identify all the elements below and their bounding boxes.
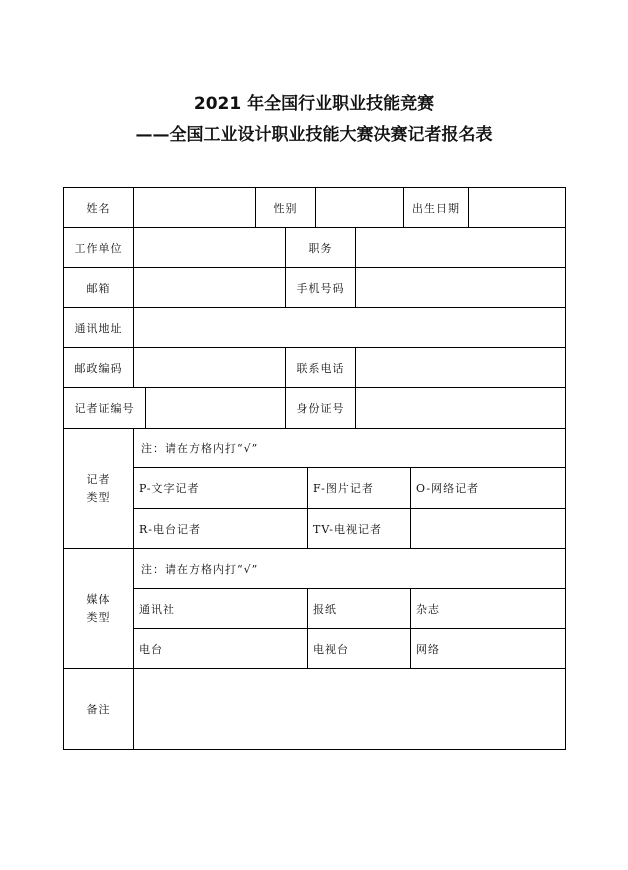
reporter-type-label-line2: 类型 — [86, 490, 111, 504]
media-type-label — [64, 549, 133, 668]
media-option-radio[interactable]: 电台 — [139, 642, 163, 656]
reporter-option-photo[interactable]: F-图片记者 — [313, 482, 374, 495]
table-border — [63, 749, 566, 750]
media-type-label-line1: 媒体 — [86, 592, 111, 606]
media-type-label-line2: 类型 — [86, 610, 111, 624]
media-option-online[interactable]: 网络 — [416, 642, 440, 656]
reporter-option-online[interactable]: O-网络记者 — [416, 482, 480, 495]
mobile-label: 手机号码 — [296, 281, 345, 295]
table-border — [565, 187, 566, 750]
position-field[interactable] — [356, 228, 565, 267]
column-divider — [307, 588, 308, 668]
reporter-option-radio[interactable]: R-电台记者 — [139, 522, 201, 536]
reporter-option-text[interactable]: P-文字记者 — [139, 482, 200, 495]
remarks-label: 备注 — [86, 703, 111, 716]
email-label: 邮箱 — [86, 281, 111, 295]
reporter-option-tv[interactable]: TV-电视记者 — [313, 522, 382, 536]
reporter-option-empty — [411, 509, 565, 548]
postcode-label: 邮政编码 — [74, 361, 123, 375]
media-option-news-agency[interactable]: 通讯社 — [139, 602, 175, 616]
postcode-field[interactable] — [134, 348, 285, 387]
birthdate-label: 出生日期 — [412, 201, 460, 215]
mobile-field[interactable] — [356, 268, 565, 307]
gender-field[interactable] — [316, 188, 403, 227]
media-type-note: 注：请在方格内打“√” — [141, 562, 259, 576]
address-field[interactable] — [134, 308, 565, 347]
press-card-field[interactable] — [146, 388, 285, 428]
phone-label: 联系电话 — [296, 361, 345, 375]
remarks-field[interactable] — [134, 669, 565, 749]
reporter-type-note: 注：请在方格内打“√” — [141, 442, 259, 455]
phone-field[interactable] — [356, 348, 565, 387]
birthdate-field[interactable] — [469, 188, 565, 227]
media-option-tv-station[interactable]: 电视台 — [313, 642, 349, 656]
id-card-label: 身份证号 — [296, 402, 345, 415]
employer-field[interactable] — [134, 228, 285, 267]
column-divider — [307, 467, 308, 548]
id-card-field[interactable] — [356, 388, 565, 428]
name-label: 姓名 — [86, 201, 111, 215]
email-field[interactable] — [134, 268, 285, 307]
media-option-newspaper[interactable]: 报纸 — [313, 602, 337, 616]
column-divider — [410, 588, 411, 668]
address-label: 通讯地址 — [74, 321, 123, 335]
form-title: 2021 年全国行业职业技能竞赛 — [193, 94, 435, 114]
reporter-type-label-line1: 记者 — [86, 472, 111, 486]
press-card-label: 记者证编号 — [74, 402, 135, 415]
employer-label: 工作单位 — [74, 241, 123, 255]
name-field[interactable] — [134, 188, 255, 227]
media-option-magazine[interactable]: 杂志 — [416, 602, 440, 616]
position-label: 职务 — [308, 241, 333, 255]
form-subtitle: ——全国工业设计职业技能大赛决赛记者报名表 — [135, 125, 493, 145]
gender-label: 性别 — [273, 201, 298, 215]
reporter-type-label — [64, 429, 133, 548]
